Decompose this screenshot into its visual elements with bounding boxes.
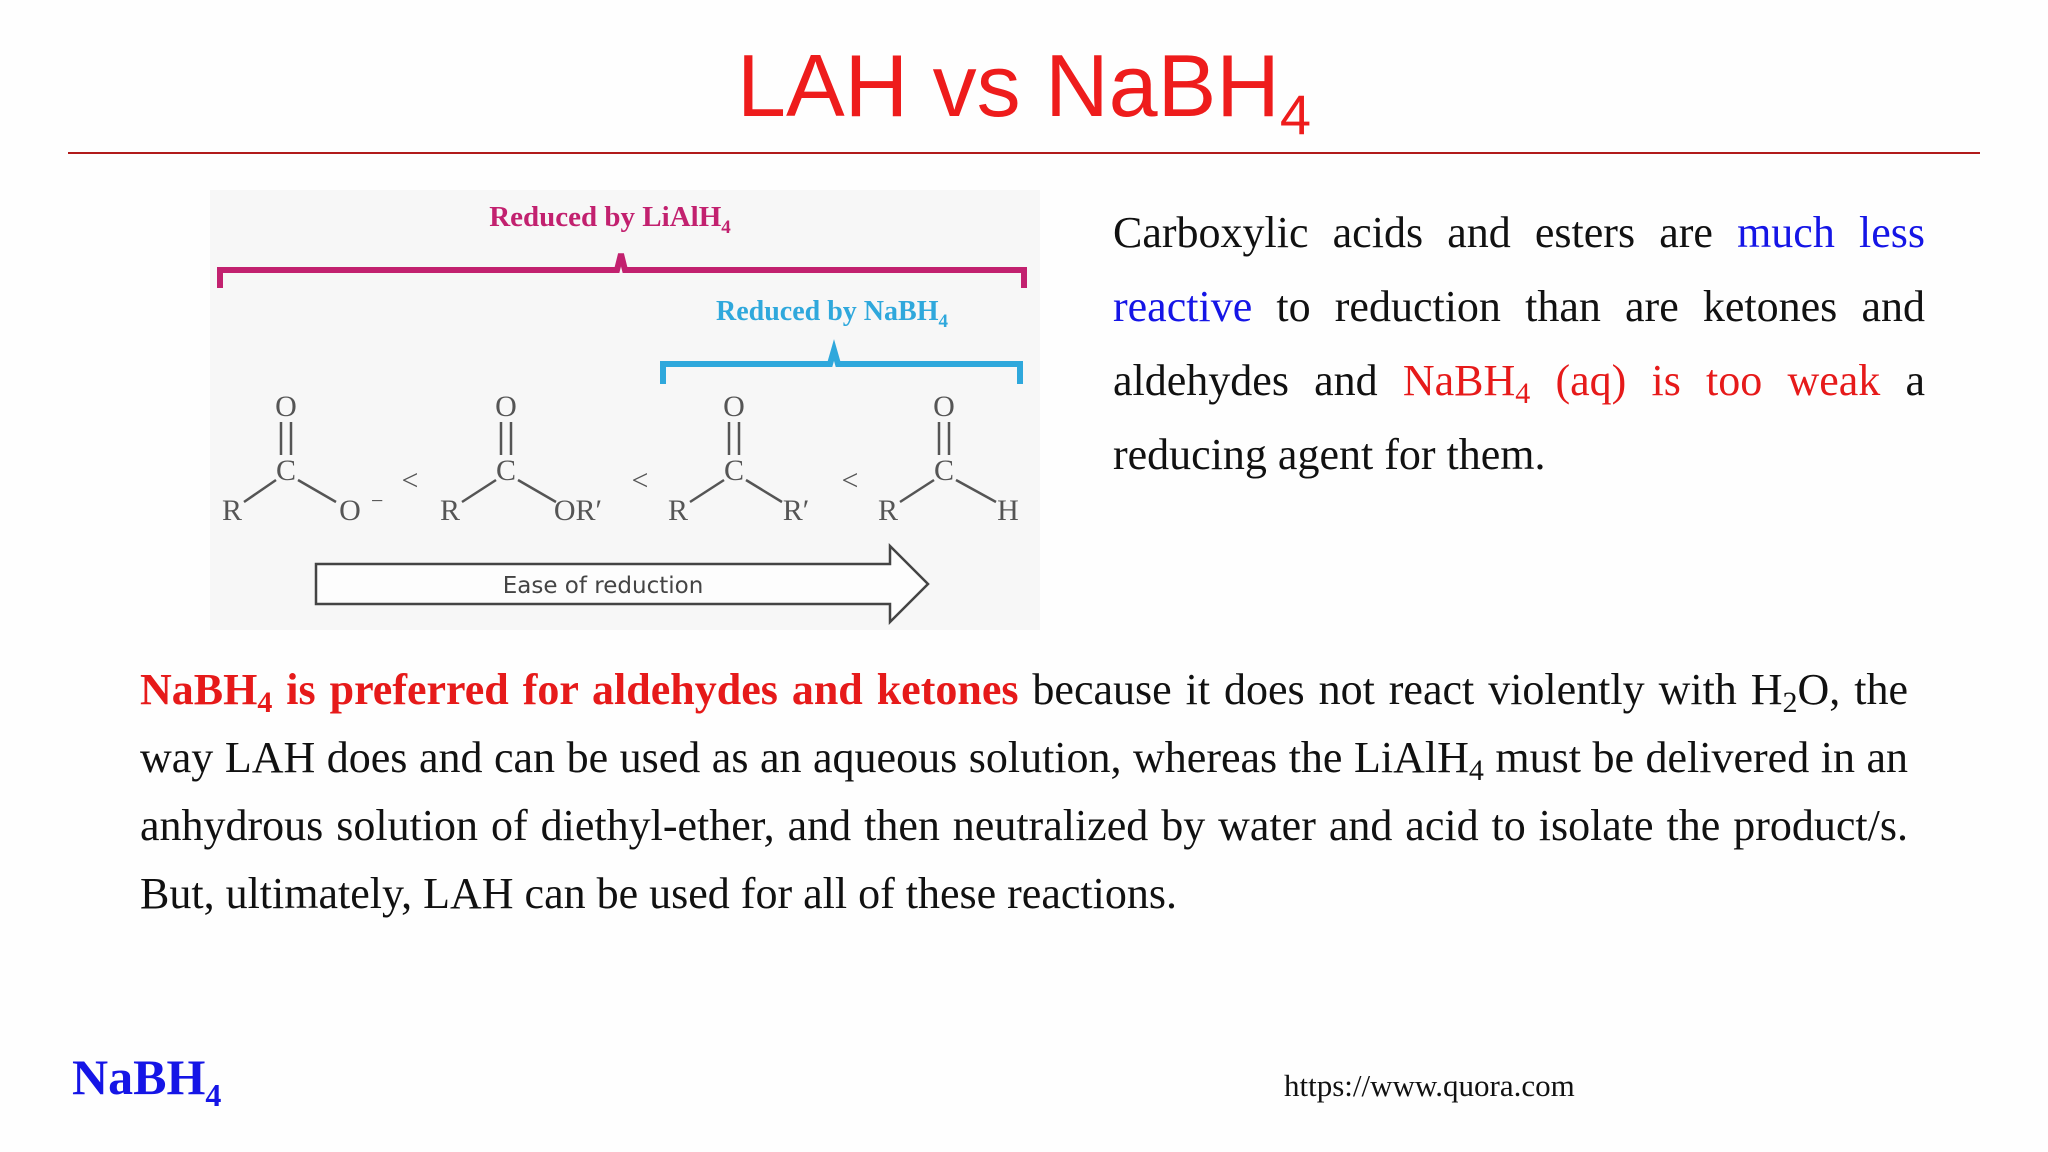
atom-r: R — [221, 494, 243, 527]
title-subscript: 4 — [1279, 83, 1311, 146]
reduction-diagram — [210, 190, 1040, 630]
ease-arrow-label: Ease of reduction — [502, 573, 704, 599]
ketone-structure — [668, 390, 809, 527]
footer-label: NaBH$_4$ — [72, 1049, 222, 1113]
title-divider — [68, 152, 1980, 154]
charge-minus: − — [371, 488, 384, 513]
atom-c: C — [723, 454, 745, 487]
reduction-figure — [210, 190, 1040, 630]
explanation-paragraph: NaBH$_4$ is preferred for aldehydes and ketones because it does not react violently with $H_2O$, the way LAH does and can be used as an aqueous solution, whereas the LiAlH$_4$ must be delivered in an anhydrous solution of diethyl-ether, and then neutralized by water and acid to isolate the product/s. But, ultimately, LAH can be used for all of these reactions. — [140, 665, 1908, 918]
slide-title — [0, 36, 2048, 146]
nabh4-bracket — [663, 350, 1020, 384]
lialh4-bracket — [220, 254, 1024, 288]
atom-c: C — [933, 454, 955, 487]
atom-o: O — [275, 390, 297, 423]
highlight-nabh4: NaBH$_4$ (aq) is too weak — [1402, 356, 1881, 410]
atom-o: O — [723, 390, 745, 423]
carboxylate-structure — [222, 390, 383, 527]
atom-o: O — [495, 390, 517, 423]
atom-r: R — [877, 494, 899, 527]
ester-structure — [440, 390, 602, 527]
less-than-sign: < — [631, 464, 649, 497]
comparison-paragraph: Carboxylic acids and esters are much less reactive to reduction than are ketones and aldehydes and NaBH$_4$ (aq) is too weak a reducing agent for them. — [1113, 208, 1925, 479]
atom-o: O — [933, 390, 955, 423]
atom-or-prime: OR′ — [553, 494, 603, 527]
less-than-sign: < — [401, 464, 419, 497]
lialh4-label: Reduced by LiAlH$_4$ — [489, 201, 731, 238]
title-text: LAH vs NaBH — [737, 36, 1280, 135]
nabh4-label: Reduced by NaBH$_4$ — [716, 296, 948, 332]
atom-o: O — [339, 494, 361, 527]
less-than-sign: < — [841, 464, 859, 497]
aldehyde-structure — [878, 390, 1019, 527]
atom-r-prime: R′ — [782, 494, 810, 527]
atom-r: R — [439, 494, 461, 527]
source-url: https://www.quora.com — [1284, 1068, 1575, 1103]
atom-c: C — [495, 454, 517, 487]
highlight-less-reactive: much less reactive — [1113, 208, 1925, 331]
atom-r: R — [667, 494, 689, 527]
highlight-preferred: NaBH$_4$ is preferred for aldehydes and ketones — [140, 665, 1019, 719]
atom-c: C — [275, 454, 297, 487]
atom-h: H — [997, 494, 1019, 527]
